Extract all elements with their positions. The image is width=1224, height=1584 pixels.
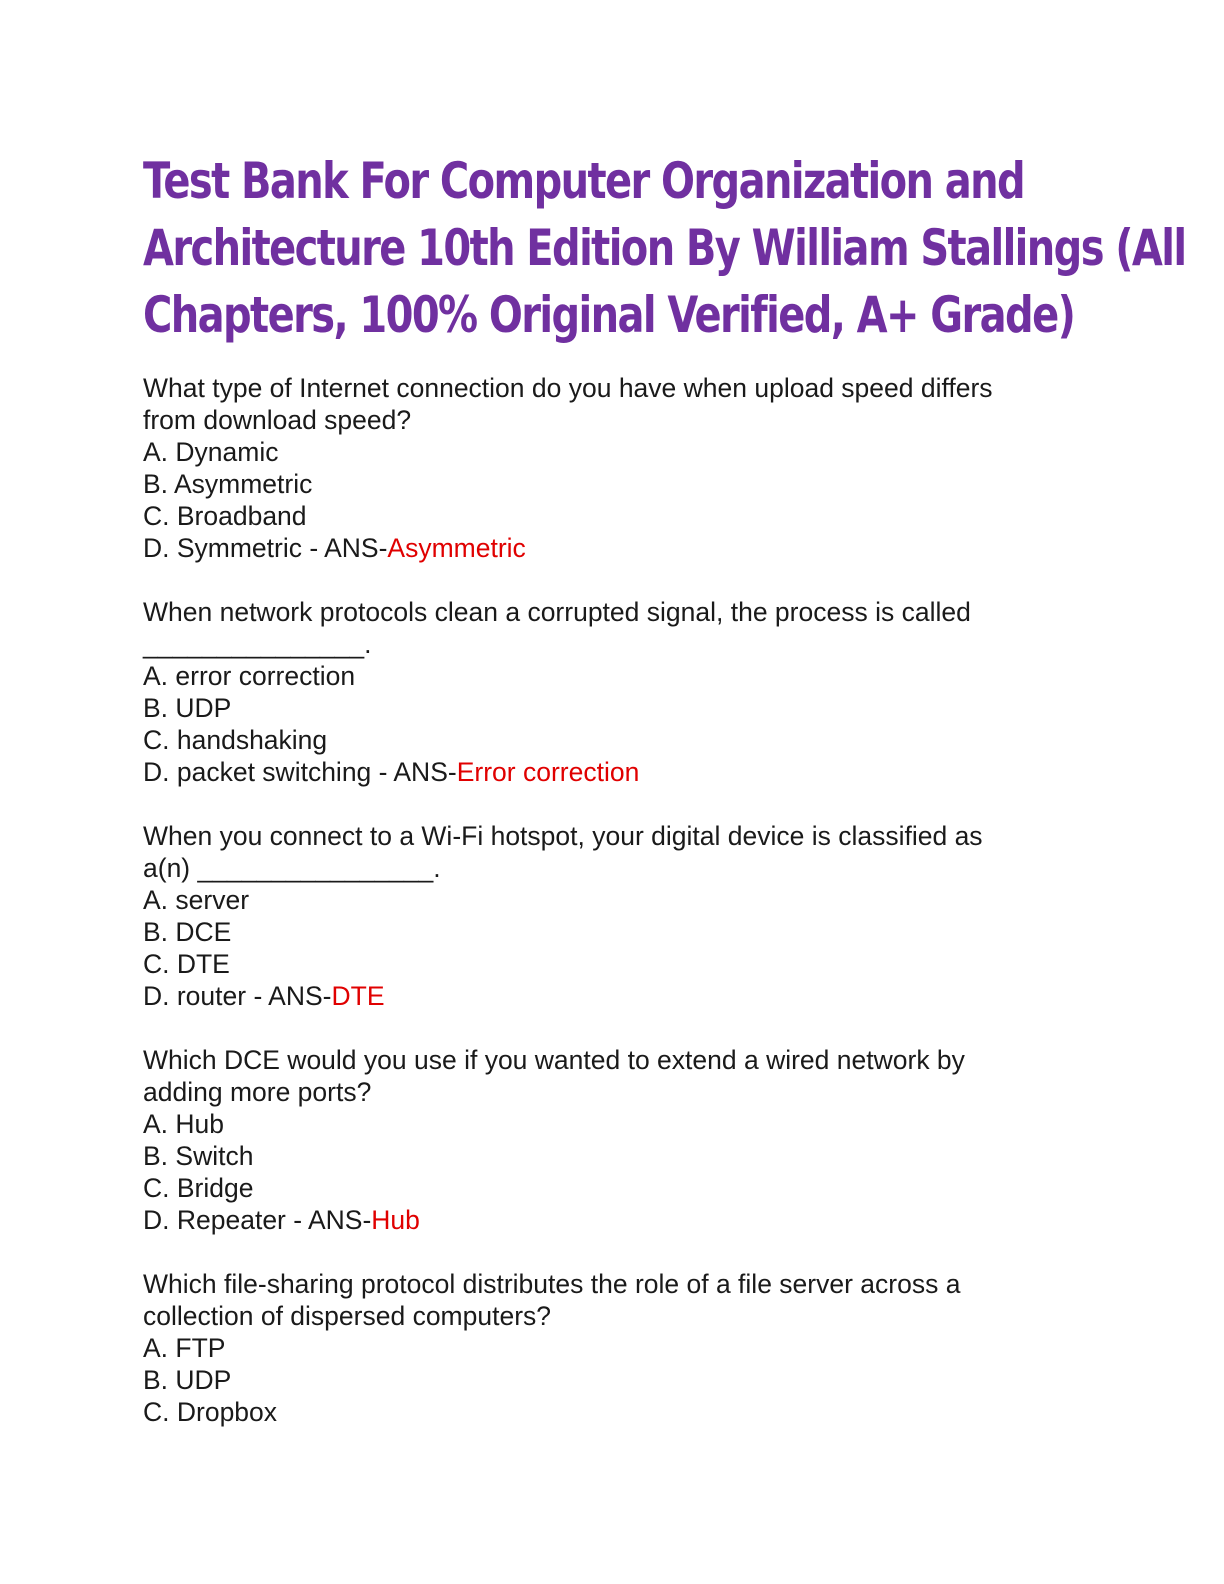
option-c: C. Broadband xyxy=(143,501,307,531)
answer-prefix: - ANS- xyxy=(302,533,388,563)
question-block xyxy=(143,596,1103,788)
option-a: A. server xyxy=(143,885,250,915)
option-c: C. Bridge xyxy=(143,1173,254,1203)
answer-prefix: - ANS- xyxy=(371,757,457,787)
option-d: D. Repeater xyxy=(143,1205,286,1235)
question-block xyxy=(143,1268,1103,1428)
option-c: C. Dropbox xyxy=(143,1397,278,1427)
question-text: collection of dispersed computers? xyxy=(143,1301,552,1331)
answer-text: Asymmetric xyxy=(387,533,526,563)
option-d-line xyxy=(143,756,1103,788)
option-c: C. handshaking xyxy=(143,725,328,755)
question-text: adding more ports? xyxy=(143,1077,372,1107)
option-b: B. Asymmetric xyxy=(143,469,313,499)
option-a: A. error correction xyxy=(143,661,356,691)
answer-text: DTE xyxy=(331,981,385,1011)
question-text: When network protocols clean a corrupted signal, the process is called xyxy=(143,597,971,627)
document-title xyxy=(143,148,1186,349)
title-line: Chapters, 100% Original Verified, A+ Grade) xyxy=(143,286,1075,344)
answer-prefix: - ANS- xyxy=(246,981,332,1011)
question-text: Which DCE would you use if you wanted to extend a wired network by xyxy=(143,1045,965,1075)
option-d: D. Symmetric xyxy=(143,533,302,563)
option-d-line xyxy=(143,1204,1103,1236)
option-b: B. UDP xyxy=(143,693,232,723)
question-text: When you connect to a Wi-Fi hotspot, your digital device is classified as xyxy=(143,821,983,851)
option-d: D. packet switching xyxy=(143,757,372,787)
option-d-line xyxy=(143,532,1103,564)
option-a: A. Dynamic xyxy=(143,437,279,467)
title-line: Test Bank For Computer Organization and xyxy=(143,152,1025,210)
answer-prefix: - ANS- xyxy=(285,1205,372,1235)
question-block xyxy=(143,1044,1103,1236)
option-a: A. Hub xyxy=(143,1109,225,1139)
option-d-line xyxy=(143,980,1103,1012)
question-text: _______________. xyxy=(143,629,372,659)
answer-text: Error correction xyxy=(456,757,640,787)
option-d: D. router xyxy=(143,981,247,1011)
question-text: What type of Internet connection do you have when upload speed differs xyxy=(143,373,993,403)
question-block xyxy=(143,820,1103,1012)
question-text: Which file-sharing protocol distributes the role of a file server across a xyxy=(143,1269,961,1299)
answer-text: Hub xyxy=(371,1205,420,1235)
option-b: B. DCE xyxy=(143,917,232,947)
option-b: B. UDP xyxy=(143,1365,232,1395)
title-line: Architecture 10th Edition By William Stallings (All xyxy=(143,219,1186,277)
question-text: a(n) ________________. xyxy=(143,853,441,883)
option-b: B. Switch xyxy=(143,1141,254,1171)
question-block xyxy=(143,372,1103,564)
option-c: C. DTE xyxy=(143,949,230,979)
question-list xyxy=(143,372,1103,1460)
option-a: A. FTP xyxy=(143,1333,226,1363)
document-page xyxy=(143,148,1186,1427)
question-text: from download speed? xyxy=(143,405,412,435)
